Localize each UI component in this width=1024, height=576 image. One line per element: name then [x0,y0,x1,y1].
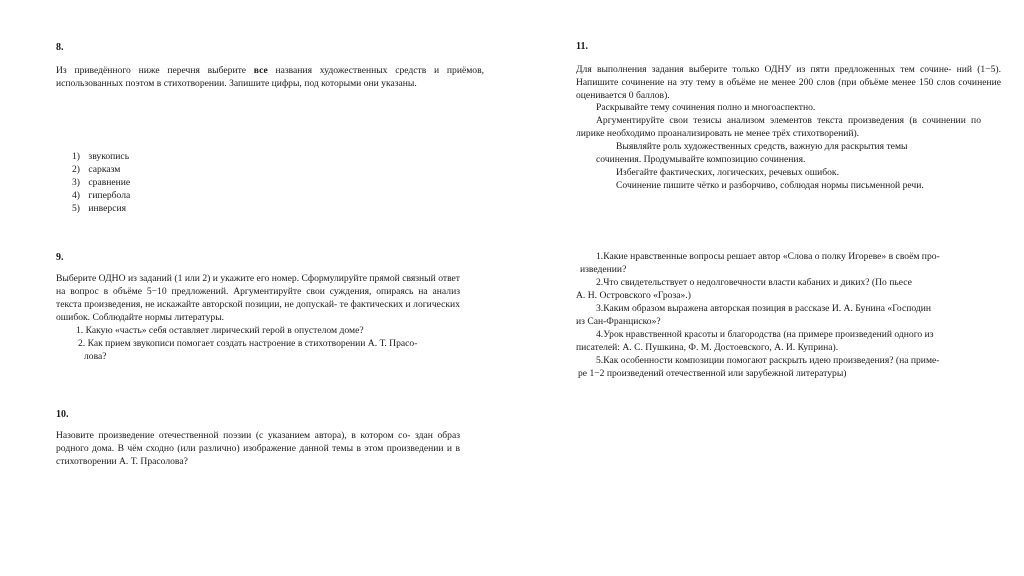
q8-intro-post: названия художественных средств и приёмов, использованных поэтом в стихотворении. Запишите цифры, под которыми они указаны. [56,65,485,89]
topic-4-line-2: писателей: А. С. Пушкина, Ф. М. Достоевского, А. И. Куприна). [576,342,839,353]
question-11-rule-4: Избегайте фактических, логических, речевых ошибок. [616,167,839,178]
question-8-intro [56,64,484,90]
option-item: 1) звукопись [72,151,130,162]
topic-1-line-1: 1.Какие нравственные вопросы решает автор «Слова о полку Игореве» в своём про- [596,251,940,262]
question-11-intro: Для выполнения задания выберите только ОДНУ из пяти предложенных тем сочине- ний (1−5). Напишите сочинение на эту тему в объёме не менее 200 слов (при объёме менее 150 слов сочинение оценивается 0 баллов). [576,64,1001,101]
question-11-rule-3-line-1: Выявляйте роль художественных средств, важную для раскрытия темы [616,141,908,152]
question-10-number: 10. [56,409,69,420]
question-11-rule-2: Аргументируйте свои тезисы анализом элементов текста произведения (в сочинении по лирике необходимо проанализировать не менее трёх стихотворений). [576,115,981,139]
topic-5-line-1: 5.Как особенности композиции помогают раскрыть идею произведения? (на приме- [596,355,940,366]
q8-intro-bold: все [253,65,268,76]
question-9-number: 9. [56,252,64,263]
topic-1-line-2: изведении? [580,264,627,275]
question-9-task-2-line-2: лова? [84,351,107,362]
topic-2-line-2: А. Н. Островского «Гроза».) [576,290,691,301]
option-item: 5) инверсия [72,203,127,214]
option-item: 2) сарказм [72,164,121,175]
topic-4-line-1: 4.Урок нравственной красоты и благородства (на примере произведений одного из [596,329,934,340]
question-11-rule-5: Сочинение пишите чётко и разборчиво, соблюдая нормы письменной речи. [616,180,924,191]
q8-intro-pre: Из приведённого ниже перечня выберите [56,65,254,76]
question-9-task-1: 1. Какую «часть» себя оставляет лирический герой в опустелом доме? [76,325,364,336]
question-11-rule-3-line-2: сочинения. Продумывайте композицию сочинения. [596,154,806,165]
topic-5-line-2: ре 1−2 произведений отечественной или зарубежной литературы) [578,368,847,379]
question-9-task-2-line-1: 2. Как прием звукописи помогает создать настроение в стихотворении А. Т. Прасо- [78,338,418,349]
topic-3-line-1: 3.Каким образом выражена авторская позиция в рассказе И. А. Бунина «Господин [596,303,932,314]
question-10-text: Назовите произведение отечественной поэзии (с указанием автора), в котором со- здан образ родного дома. В чём сходно (или различно) изображение данной темы в этом произведении и в стихотворении А. Т. Прасолова? [56,430,460,467]
question-9-text: Выберите ОДНО из заданий (1 или 2) и укажите его номер. Сформулируйте прямой связный ответ на вопрос в объёме 5−10 предложений. Аргументируйте свои суждения, опираясь на анализ текста произведения, не искажайте авторской позиции, не допускай- те фактических и логических ошибок. Соблюдайте нормы литературы. [56,273,460,323]
question-8-number: 8. [56,42,64,53]
question-11-rule-1: Раскрывайте тему сочинения полно и многоаспектно. [596,102,816,113]
topic-3-line-2: из Сан-Франциско»? [576,316,661,327]
topic-2-line-1: 2.Что свидетельствует о недолговечности власти кабаних и диких? (По пьесе [596,277,912,288]
option-item: 4) гипербола [72,190,131,201]
question-8-options [72,150,130,215]
question-11-number: 11. [576,41,588,52]
option-item: 3) сравнение [72,177,131,188]
